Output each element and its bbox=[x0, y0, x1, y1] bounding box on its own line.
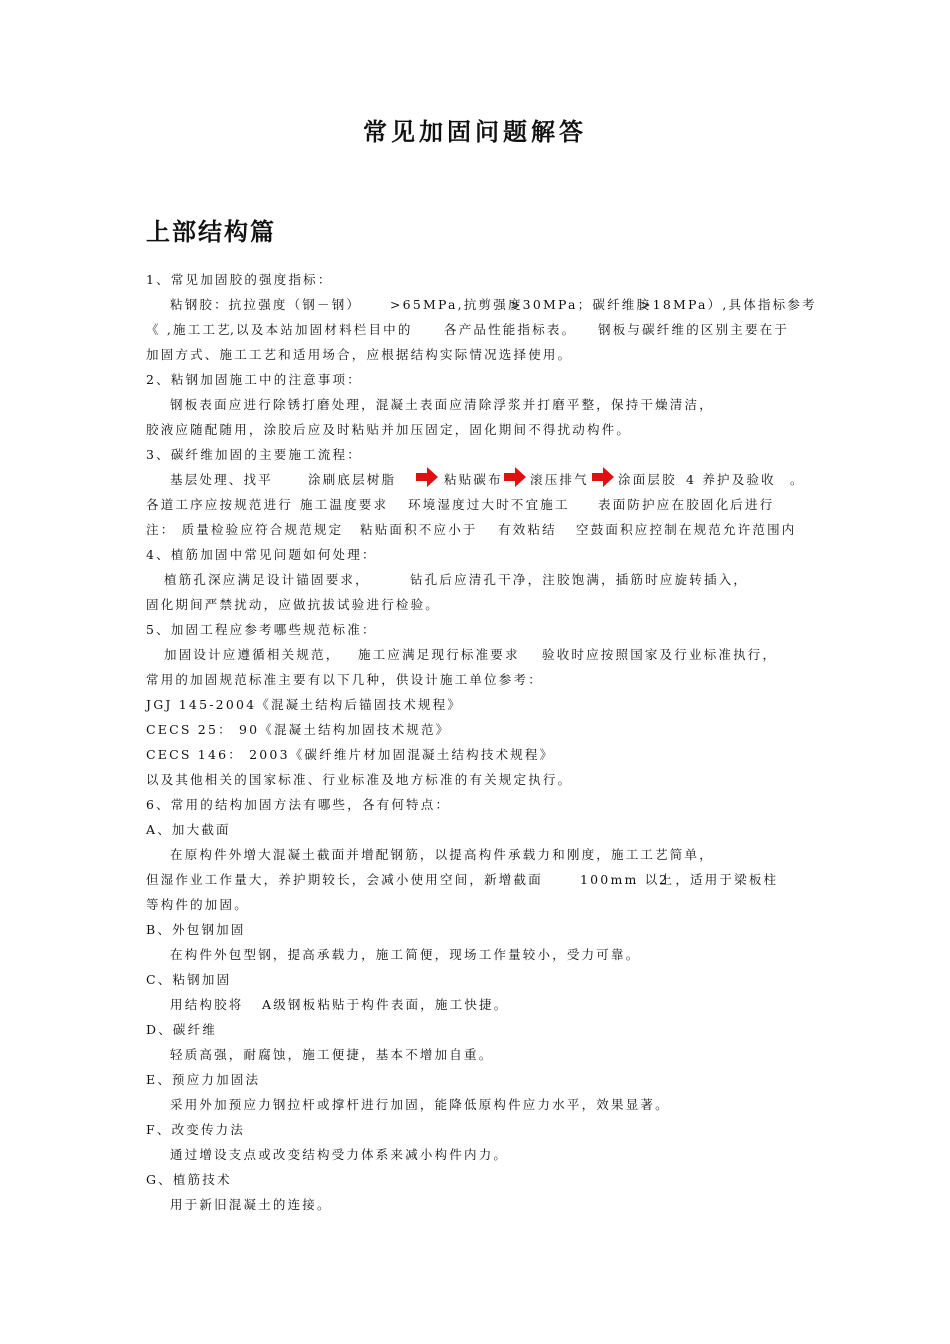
text-segment: 滚压排气 bbox=[530, 472, 589, 487]
text-segment: 以及其他相关的国家标准、行业标准及地方标准的有关规定执行。 bbox=[146, 772, 573, 787]
text-segment: 在构件外包型钢，提高承载力，施工简便，现场工作量较小，受力可靠。 bbox=[170, 947, 641, 962]
text-segment: D、碳纤维 bbox=[146, 1022, 218, 1037]
text-segment: 通过增设支点或改变结构受力体系来减小构件内力。 bbox=[170, 1147, 509, 1162]
section-heading: 上部结构篇 bbox=[146, 217, 276, 246]
text-segment: 钢板与碳纤维的区别主要在于 bbox=[598, 322, 790, 337]
text-segment: 1、常见加固胶的强度指标： bbox=[146, 272, 333, 287]
text-segment: >65MPa,抗剪强度 bbox=[390, 297, 523, 312]
text-segment: 环境湿度过大时不宜施工 bbox=[408, 497, 570, 512]
text-segment: 100mm 以上 bbox=[580, 872, 675, 887]
text-segment: 钻孔后应清孔干净，注胶饱满，插筋时应旋转插入， bbox=[410, 572, 749, 587]
text-segment: F、改变传力法 bbox=[146, 1122, 246, 1137]
text-segment: C、粘钢加固 bbox=[146, 972, 232, 987]
text-segment: 2、粘钢加固施工中的注意事项： bbox=[146, 372, 362, 387]
text-segment: 空鼓面积应控制在规范允许范围内 bbox=[576, 522, 797, 537]
text-segment: 胶液应随配随用，涂胶后应及时粘贴并加压固定，固化期间不得扰动构件。 bbox=[146, 422, 632, 437]
text-segment: 2 ，适用于梁板柱 bbox=[659, 872, 779, 887]
text-segment: 涂刷底层树脂 bbox=[308, 472, 397, 487]
text-segment: 用于新旧混凝土的连接。 bbox=[170, 1197, 332, 1212]
text-segment: 粘钢胶：抗拉强度（钢－钢） bbox=[170, 297, 362, 312]
text-segment: G、植筋技术 bbox=[146, 1172, 232, 1187]
text-segment: >30MPa；碳纤维胶 bbox=[510, 297, 652, 312]
text-segment: JGJ 145-2004《混凝土结构后锚固技术规程》 bbox=[146, 697, 463, 712]
text-segment: 3、碳纤维加固的主要施工流程： bbox=[146, 447, 362, 462]
text-segment: ,以及本站加固材料栏目中的 bbox=[230, 322, 413, 337]
flow-arrow-icon bbox=[416, 467, 438, 487]
text-segment: 表面防护应在胶固化后进行 bbox=[598, 497, 775, 512]
flow-arrow-icon bbox=[504, 467, 526, 487]
text-segment: 在原构件外增大混凝土截面并增配钢筋，以提高构件承载力和刚度，施工工艺简单， bbox=[170, 847, 714, 862]
text-segment: 固化期间严禁扰动，应做抗拔试验进行检验。 bbox=[146, 597, 441, 612]
text-segment: 常用的加固规范标准主要有以下几种，供设计施工单位参考： bbox=[146, 672, 543, 687]
text-segment: 加固方式、施工工艺和适用场合，应根据结构实际情况选择使用。 bbox=[146, 347, 573, 362]
text-segment: 钢板表面应进行除锈打磨处理，混凝土表面应清除浮浆并打磨平整，保持干燥清洁， bbox=[170, 397, 714, 412]
text-segment: 基层处理、找平 bbox=[170, 472, 273, 487]
text-segment: 有效粘结 bbox=[498, 522, 557, 537]
text-segment: 加固设计应遵循相关规范， bbox=[164, 647, 341, 662]
text-segment: >18MPa）,具体指标参考 bbox=[640, 297, 817, 312]
text-segment: 注： 质量检验应符合规范规定 bbox=[146, 522, 344, 537]
text-segment: A级钢板粘贴于构件表面，施工快捷。 bbox=[262, 997, 509, 1012]
text-segment: 但湿作业工作量大，养护期较长，会减小使用空间，新增截面 bbox=[146, 872, 543, 887]
text-segment: CECS 25： 90《混凝土结构加固技术规范》 bbox=[146, 722, 451, 737]
text-segment: 施工应满足现行标准要求 bbox=[358, 647, 520, 662]
text-segment: 粘贴面积不应小于 bbox=[360, 522, 478, 537]
text-segment: 4 养护及验收 bbox=[686, 472, 776, 487]
flow-arrow-icon bbox=[592, 467, 614, 487]
text-segment: 用结构胶将 bbox=[170, 997, 244, 1012]
text-segment: 。 bbox=[790, 472, 805, 487]
text-segment: 采用外加预应力钢拉杆或撑杆进行加固，能降低原构件应力水平，效果显著。 bbox=[170, 1097, 670, 1112]
text-segment: 6、常用的结构加固方法有哪些，各有何特点： bbox=[146, 797, 451, 812]
text-segment: 植筋孔深应满足设计锚固要求， bbox=[164, 572, 370, 587]
text-segment: 轻质高强，耐腐蚀，施工便捷，基本不增加自重。 bbox=[170, 1047, 494, 1062]
text-segment: 施工温度要求 bbox=[300, 497, 389, 512]
text-segment: 等构件的加固。 bbox=[146, 897, 249, 912]
text-segment: 各产品性能指标表。 bbox=[444, 322, 577, 337]
text-segment: E、预应力加固法 bbox=[146, 1072, 261, 1087]
text-segment: 各道工序应按规范进行 bbox=[146, 497, 294, 512]
text-segment: 验收时应按照国家及行业标准执行， bbox=[542, 647, 778, 662]
text-segment: 粘贴碳布 bbox=[444, 472, 503, 487]
text-segment: B、外包钢加固 bbox=[146, 922, 246, 937]
text-segment: 《 ,施工工艺 bbox=[146, 322, 232, 337]
document-title: 常见加固问题解答 bbox=[363, 117, 587, 146]
text-segment: CECS 146： 2003《碳纤维片材加固混凝土结构技术规程》 bbox=[146, 747, 555, 762]
text-segment: A、加大截面 bbox=[146, 822, 231, 837]
text-segment: 涂面层胶 bbox=[618, 472, 677, 487]
text-segment: 5、加固工程应参考哪些规范标准： bbox=[146, 622, 377, 637]
text-segment: 4、植筋加固中常见问题如何处理： bbox=[146, 547, 377, 562]
